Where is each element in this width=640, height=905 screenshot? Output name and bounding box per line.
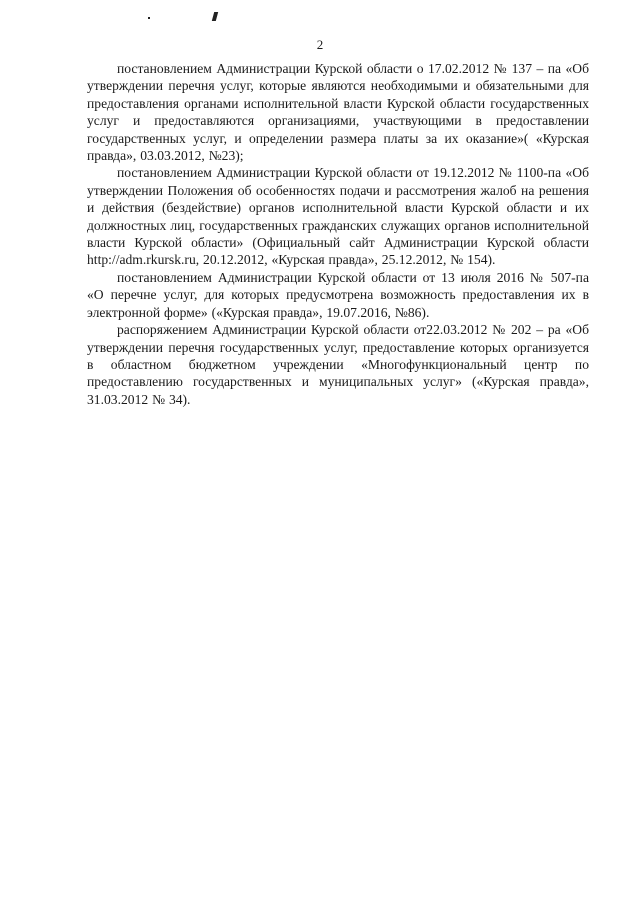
scan-artifact-mark bbox=[212, 12, 218, 21]
paragraph-resolution-1100: постановлением Администрации Курской области от 19.12.2012 № 1100-па «Об утверждении Положения об особенностях подачи и рассмотрения жалоб на решения и действия (бездействие) органов исполнительной власти Курской области и их должностных лиц, государственных гражданских служащих органов исполнительной власти Курской области» (Официальный сайт Администрации Курской области http://adm.rkursk.ru, 20.12.2012, «Курская правда», 25.12.2012, № 154). bbox=[87, 165, 589, 268]
paragraph-resolution-137: постановлением Администрации Курской области о 17.02.2012 № 137 – па «Об утверждении перечня услуг, которые являются необходимыми и обязательными для предоставления органами исполнительной власти Курской области государственных услуг и предоставляются организациями, участвующими в предоставлении государственных услуг, и определении размера платы за их оказание»( «Курская правда», 03.03.2012, №23); bbox=[87, 61, 589, 164]
scan-artifact-dot bbox=[148, 17, 150, 19]
page-number: 2 bbox=[316, 37, 324, 52]
document-body bbox=[87, 60, 589, 408]
paragraph-resolution-507: постановлением Администрации Курской области от 13 июля 2016 № 507-па «О перечне услуг, для которых предусмотрена возможность предоставления их в электронной форме» («Курская правда», 19.07.2016, №86). bbox=[87, 269, 589, 320]
paragraph-order-202: распоряжением Администрации Курской области от22.03.2012 № 202 – ра «Об утверждении перечня государственных услуг, предоставление которых организуется в областном бюджетном учреждении «Многофункциональный центр по предоставлению государственных и муниципальных услуг» («Курская правда», 31.03.2012 № 34). bbox=[87, 322, 589, 407]
